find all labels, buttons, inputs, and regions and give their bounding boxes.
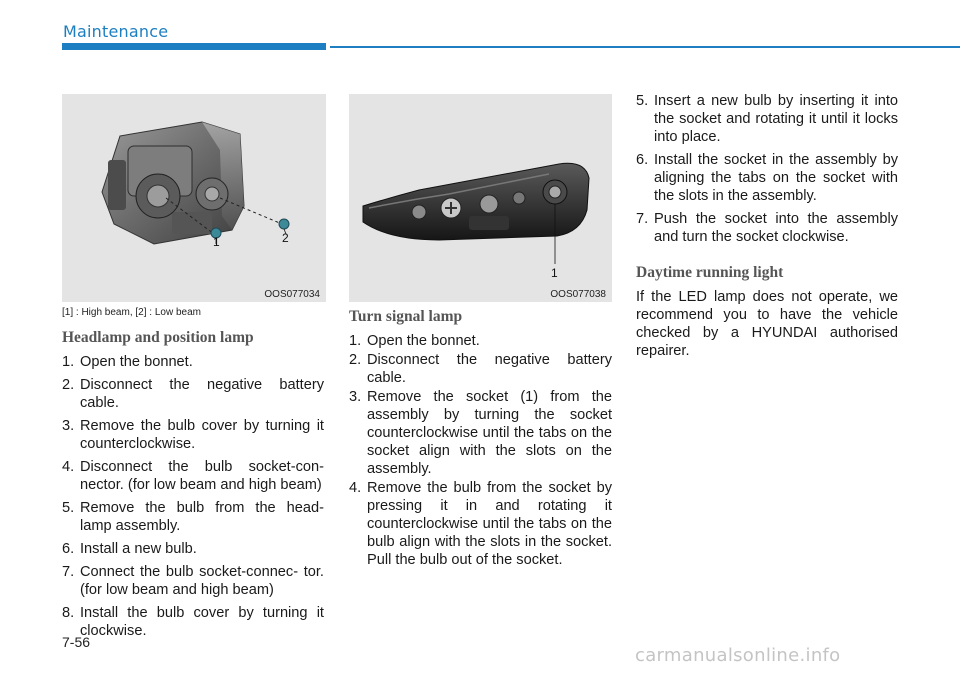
drl-paragraph: If the LED lamp does not operate, we recommend you to have the vehicle checked by a HYUNDAI authorised repairer. bbox=[636, 289, 898, 359]
headlamp-figure bbox=[62, 94, 326, 302]
page-number: 7-56 bbox=[62, 634, 91, 650]
step-list bbox=[62, 353, 324, 640]
header-rule-thick bbox=[62, 43, 326, 50]
list-item: 7. Connect the bulb socket-connec- tor. (for low beam and high beam) bbox=[62, 564, 324, 598]
section-heading: Daytime running light bbox=[636, 264, 784, 281]
turn-signal-illustration bbox=[349, 94, 612, 302]
list-item: 4. Disconnect the bulb socket-con- nector. (for low beam and high beam) bbox=[62, 459, 324, 493]
section-heading: Headlamp and position lamp bbox=[62, 329, 254, 346]
step-list bbox=[636, 92, 898, 246]
callout-1: 1 bbox=[213, 235, 220, 249]
list-item: 3. Remove the socket (1) from the assembly by turning the socket counterclockwise until the tabs on the socket align with the slots on the assembly. bbox=[349, 389, 612, 477]
turn-signal-figure bbox=[349, 94, 612, 302]
callout-1: 1 bbox=[551, 266, 558, 280]
turn-signal-section bbox=[349, 307, 612, 570]
watermark: carmanualsonline.info bbox=[635, 645, 841, 666]
header-rule-thin bbox=[330, 46, 960, 48]
figure-caption: [1] : High beam, [2] : Low beam bbox=[62, 307, 201, 318]
list-item: 8. Install the bulb cover by turning it clockwise. bbox=[62, 605, 324, 639]
list-item: 1. Open the bonnet. bbox=[349, 333, 480, 349]
figure-code: OOS077034 bbox=[264, 289, 320, 300]
list-item: 7. Push the socket into the assembly and turn the socket clockwise. bbox=[636, 211, 898, 245]
section-title: Maintenance bbox=[63, 22, 169, 41]
headlamp-illustration bbox=[62, 94, 326, 302]
list-item: 2. Disconnect the negative battery cable. bbox=[349, 352, 612, 386]
list-item: 6. Install a new bulb. bbox=[62, 541, 197, 557]
list-item: 6. Install the socket in the assembly by aligning the tabs on the socket with the slots in the assembly. bbox=[636, 152, 898, 204]
continued-section bbox=[636, 92, 898, 360]
list-item: 4. Remove the bulb from the socket by pressing it in and rotating it counterclockwise until the tabs on the bulb align with the slots in the socket. Pull the bulb out of the socket. bbox=[349, 480, 612, 568]
figure-code: OOS077038 bbox=[550, 289, 606, 300]
callout-2: 2 bbox=[282, 231, 289, 245]
list-item: 3. Remove the bulb cover by turning it counterclockwise. bbox=[62, 418, 324, 452]
section-heading: Turn signal lamp bbox=[349, 308, 463, 325]
list-item: 5. Remove the bulb from the head- lamp assembly. bbox=[62, 500, 324, 534]
list-item: 2. Disconnect the negative battery cable. bbox=[62, 377, 324, 411]
headlamp-section bbox=[62, 328, 324, 645]
list-item: 5. Insert a new bulb by inserting it into the socket and rotating it until it locks into place. bbox=[636, 93, 898, 145]
list-item: 1. Open the bonnet. bbox=[62, 354, 193, 370]
step-list bbox=[349, 332, 612, 569]
